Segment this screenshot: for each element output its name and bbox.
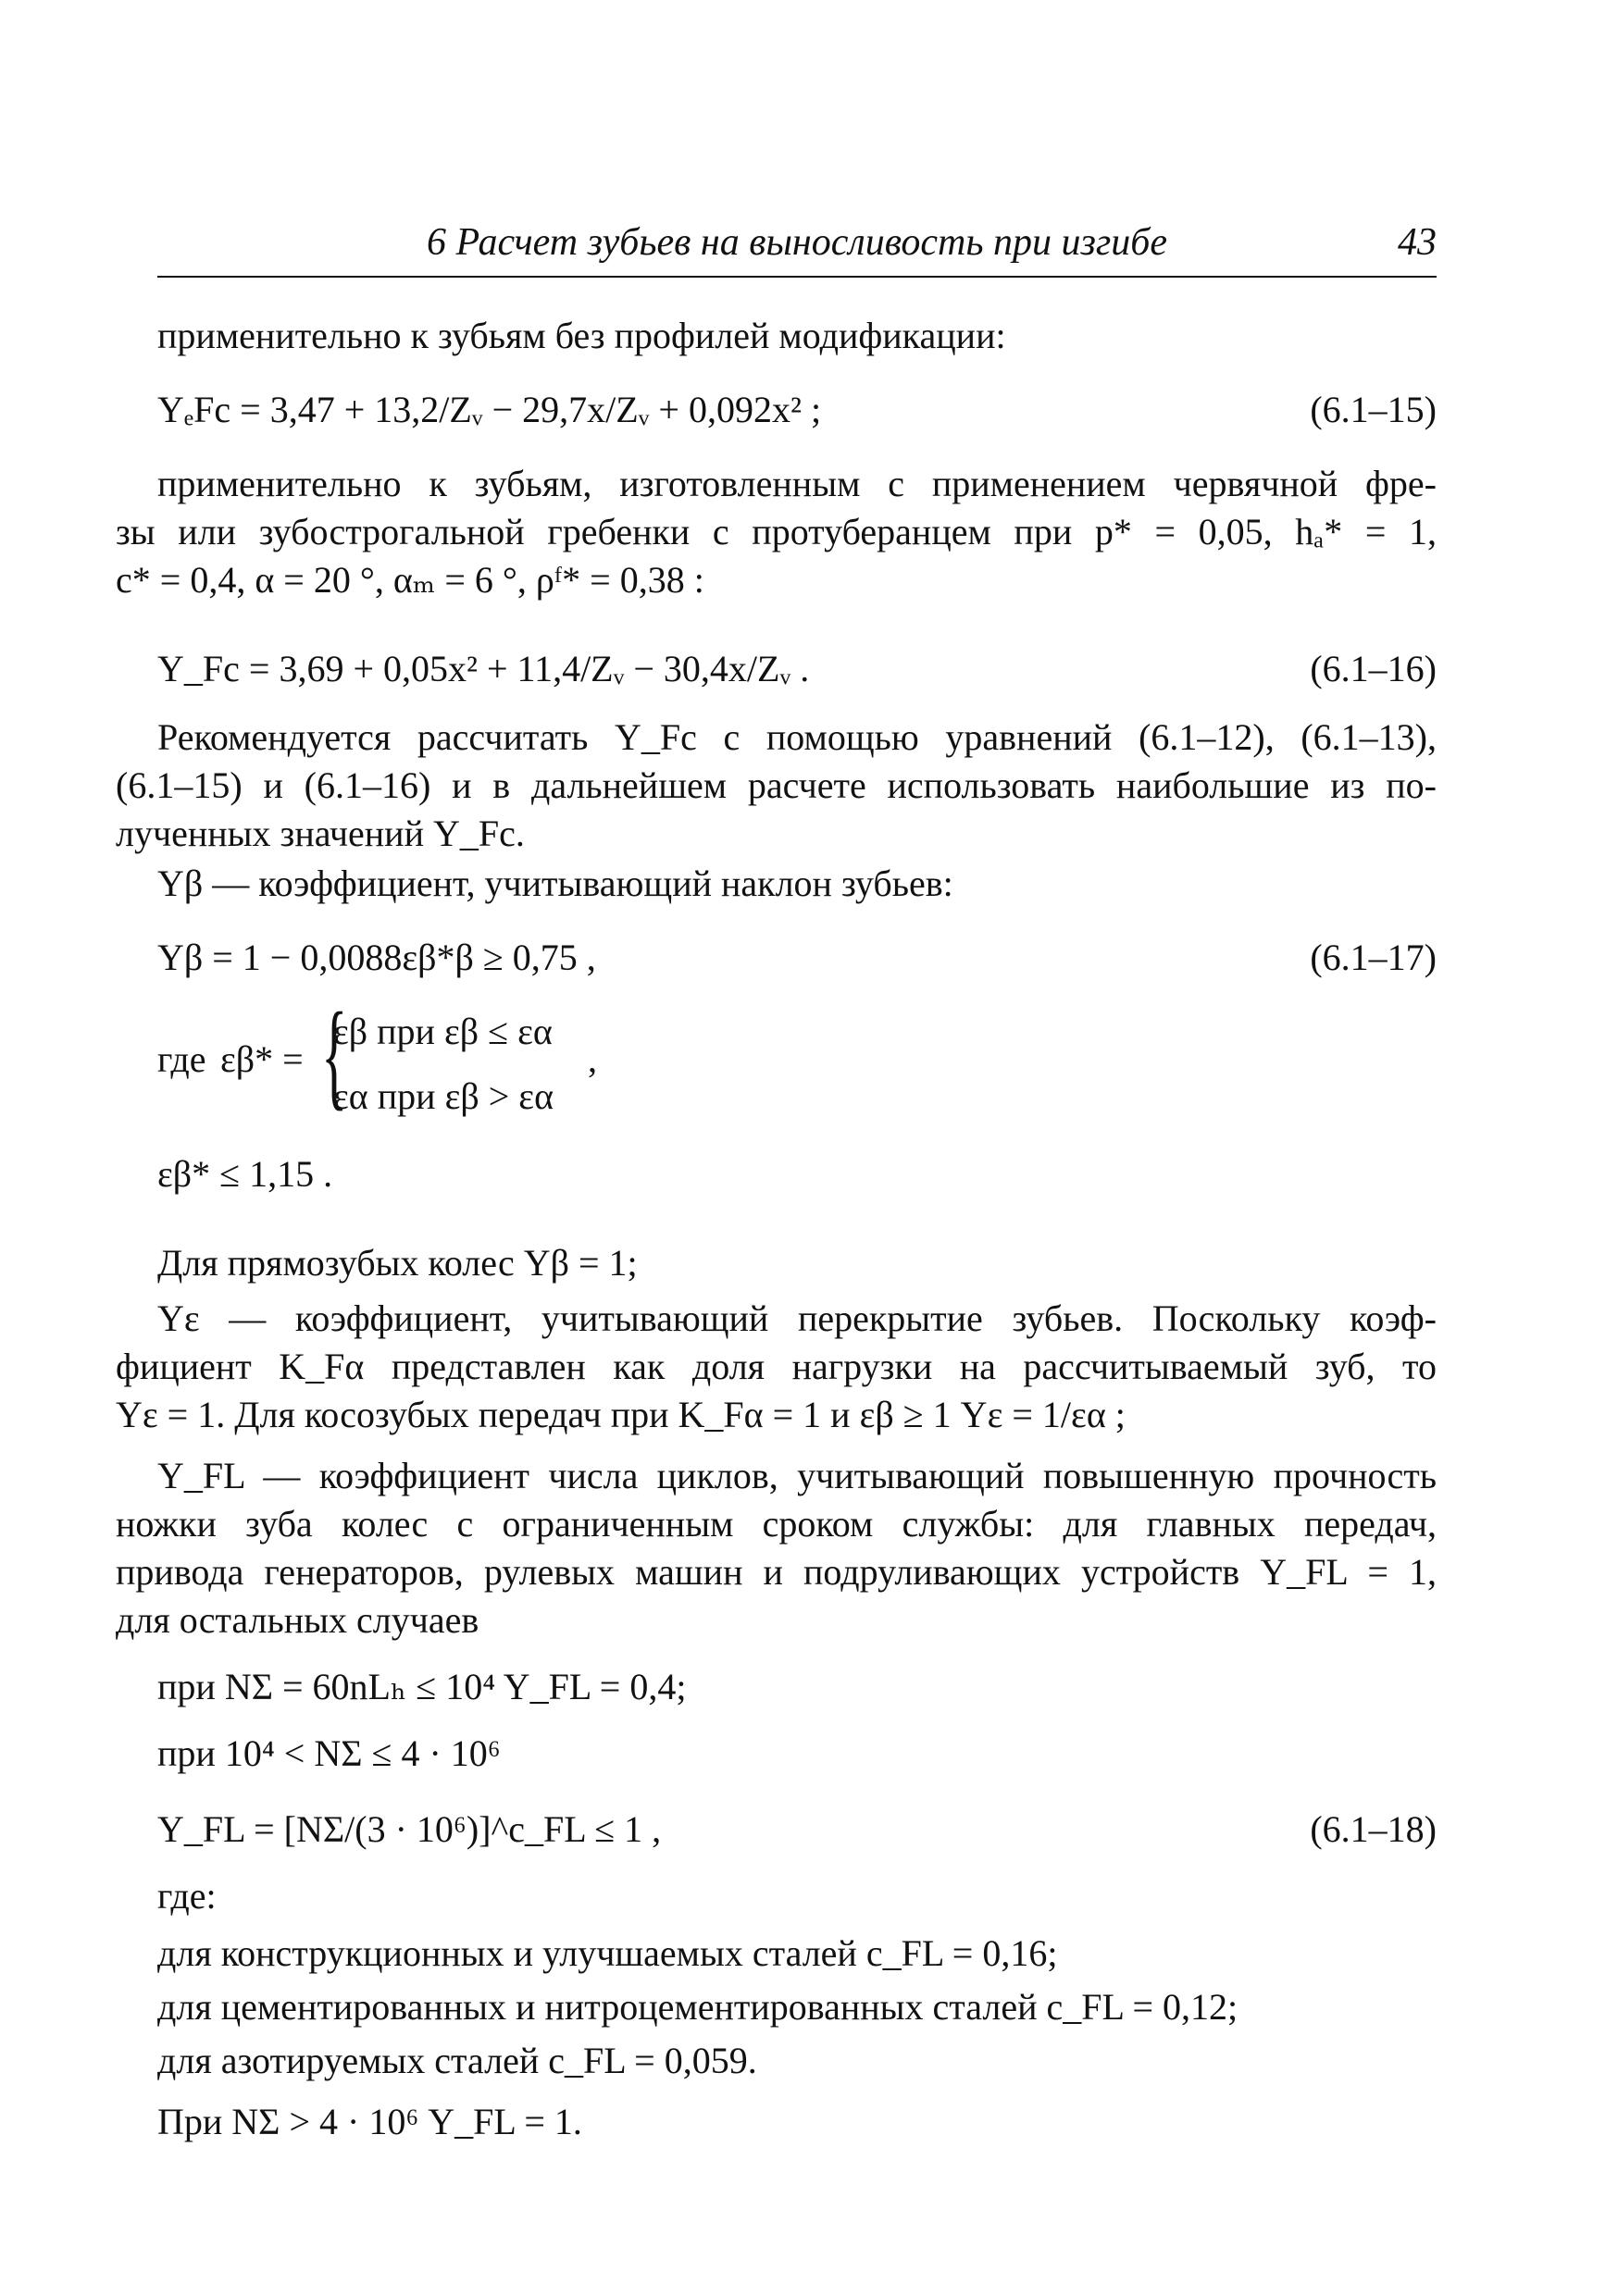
equation-lhs: εβ* = — [220, 1038, 304, 1080]
text-line: где: — [157, 1875, 217, 1917]
text-line: Для прямозубых колес Yβ = 1; — [157, 1242, 638, 1284]
equation-number: (6.1–15) — [1310, 389, 1437, 430]
condition-line: при NΣ = 60nLₕ ≤ 10⁴ Y_FL = 0,4; — [157, 1666, 687, 1707]
punctuation: , — [588, 1038, 597, 1080]
page-number: 43 — [1398, 221, 1437, 264]
left-brace: { — [321, 988, 348, 1122]
equation-number: (6.1–16) — [1310, 648, 1437, 689]
text-line: привода генераторов, рулевых машин и подруливающих устройств Y_FL = 1, — [116, 1551, 1437, 1593]
equation-6-1-18: Y_FL = [NΣ/(3 · 10⁶)]^c_FL ≤ 1 , — [157, 1808, 662, 1850]
text-line: c* = 0,4, α = 20 °, αₘ = 6 °, ρᶠ* = 0,38 : — [116, 559, 704, 601]
text-line: фициент K_Fα представлен как доля нагрузки на рассчитываемый зуб, то — [116, 1346, 1437, 1387]
text-line: Yβ — коэффициент, учитывающий наклон зубьев: — [157, 863, 953, 904]
running-header — [157, 220, 1437, 278]
condition-line: при 10⁴ < NΣ ≤ 4 · 10⁶ — [157, 1732, 501, 1774]
text-line: применительно к зубьям без профилей модификации: — [157, 315, 1006, 356]
text-line: (6.1–15) и (6.1–16) и в дальнейшем расчете использовать наибольшие из по- — [116, 764, 1437, 806]
case-line: εβ при εβ ≤ εα — [333, 1011, 553, 1052]
chapter-title: 6 Расчет зубьев на выносливость при изгибе — [426, 221, 1168, 264]
equation-6-1-15: YₑFc = 3,47 + 13,2/Zᵥ − 29,7x/Zᵥ + 0,092x² ; — [157, 389, 822, 430]
equation-6-1-17: Yβ = 1 − 0,0088εβ*β ≥ 0,75 , — [157, 937, 596, 978]
equation-6-1-16: Y_Fc = 3,69 + 0,05x² + 11,4/Zᵥ − 30,4x/Zᵥ . — [157, 648, 810, 689]
text-line: для азотируемых сталей c_FL = 0,059. — [157, 2040, 757, 2081]
text-line: для конструкционных и улучшаемых сталей c_FL = 0,16; — [157, 1932, 1058, 1974]
text-line: лученных значений Y_Fc. — [116, 813, 525, 854]
equation-number: (6.1–17) — [1310, 937, 1437, 978]
text-line: применительно к зубьям, изготовленным с применением червячной фре- — [157, 463, 1437, 504]
text-line: Yε — коэффициент, учитывающий перекрытие зубьев. Поскольку коэф- — [157, 1297, 1437, 1339]
text-line: где — [157, 1038, 206, 1080]
equation-number: (6.1–18) — [1310, 1808, 1437, 1850]
text-line: для цементированных и нитроцементированных сталей c_FL = 0,12; — [157, 1986, 1238, 2028]
text-line: для остальных случаев — [116, 1599, 479, 1641]
text-line: Yε = 1. Для косозубых передач при K_Fα = 1 и εβ ≥ 1 Yε = 1/εα ; — [116, 1394, 1126, 1435]
text-line: ножки зуба колес с ограниченным сроком службы: для главных передач, — [116, 1503, 1437, 1545]
case-line: εα при εβ > εα — [333, 1075, 554, 1117]
text-line: зы или зубострогальной гребенки с протуберанцем при p* = 0,05, hₐ* = 1, — [116, 511, 1437, 552]
text-line: Y_FL — коэффициент числа циклов, учитывающий повышенную прочность — [157, 1455, 1437, 1496]
text-line: При NΣ > 4 · 10⁶ Y_FL = 1. — [157, 2101, 582, 2142]
text-line: εβ* ≤ 1,15 . — [157, 1153, 333, 1195]
text-line: Рекомендуется рассчитать Y_Fc с помощью уравнений (6.1–12), (6.1–13), — [157, 716, 1437, 758]
